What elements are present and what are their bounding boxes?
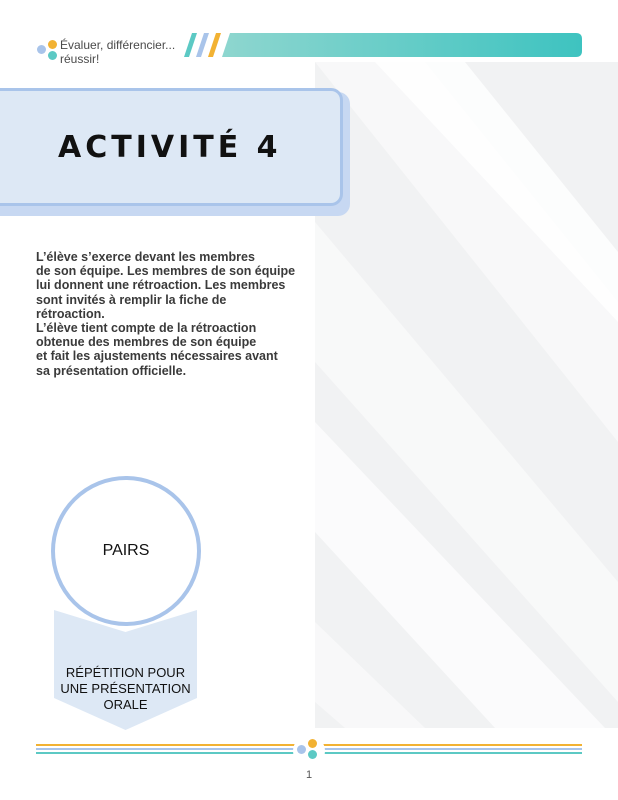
- page-title: ACTIVITÉ 4: [58, 129, 282, 165]
- brand-tagline: [60, 38, 190, 66]
- logo-dots-icon: [35, 40, 59, 64]
- task-label: RÉPÉTITION POUR UNE PRÉSENTATION ORALE: [60, 665, 191, 712]
- footer-logo-icon: [293, 735, 325, 767]
- grouping-circle: [51, 476, 201, 626]
- page-number: 1: [305, 769, 313, 781]
- brand-line-2: réussir!: [60, 52, 100, 66]
- decorative-background-panel: [315, 62, 618, 728]
- title-box: [0, 88, 343, 206]
- grouping-label: PAIRS: [102, 542, 150, 559]
- brand-line-1: Évaluer, différencier...: [60, 38, 176, 52]
- activity-description: L’élève s’exerce devant les membres de son équipe. Les membres de son équipe lui donnent une rétroaction. Les membres sont invités à remplir la fiche de rétroaction. L’élève tient compte de la rétroaction obtenue des membres de son équipe et fait les ajustements nécessaires avant sa présentation officielle.: [36, 250, 296, 378]
- header-decorative-bar: [182, 33, 582, 57]
